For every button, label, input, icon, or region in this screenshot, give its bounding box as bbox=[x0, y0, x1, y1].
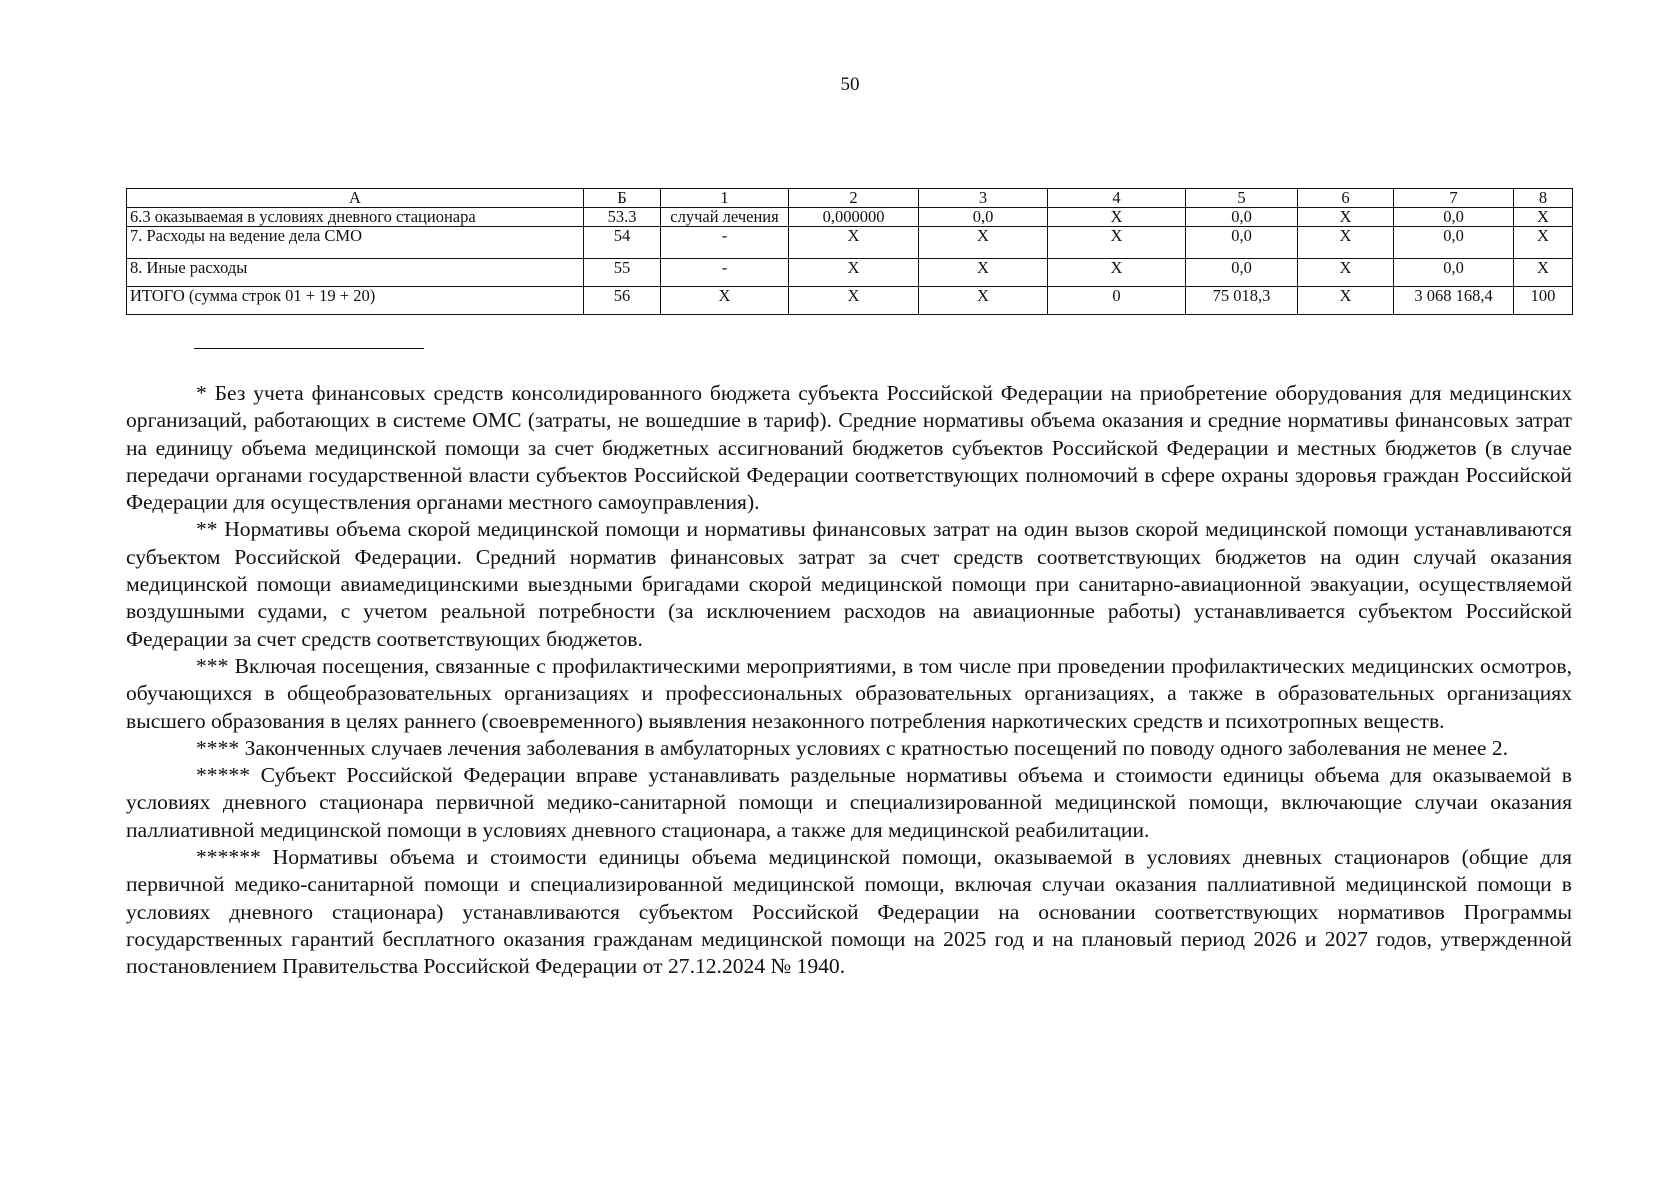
header-cell: 1 bbox=[661, 189, 789, 208]
table-cell: 100 bbox=[1514, 287, 1573, 315]
footnote-6: ****** Нормативы объема и стоимости единицы объема медицинской помощи, оказываемой в условиях дневных стационаров (общие для первичной медико-санитарной помощи и специализированной медицинской помощи, включая случаи оказания паллиативной медицинской помощи в условиях дневного стационара) устанавливаются субъектом Российской Федерации на основании соответствующих нормативов Программы государственных гарантий бесплатного оказания гражданам медицинской помощи на 2025 год и на плановый период 2026 и 2027 годов, утвержденной постановлением Правительства Российской Федерации от 27.12.2024 № 1940. bbox=[126, 845, 1572, 979]
table-cell: - bbox=[661, 259, 789, 287]
header-cell: 8 bbox=[1514, 189, 1573, 208]
table-cell: 56 bbox=[584, 287, 661, 315]
footnote-5: ***** Субъект Российской Федерации вправе устанавливать раздельные нормативы объема и стоимости единицы объема для оказываемой в условиях дневного стационара первичной медико-санитарной помощи и специализированной медицинской помощи, включающие случаи оказания паллиативной медицинской помощи в условиях дневного стационара, а также для медицинской реабилитации. bbox=[126, 763, 1572, 842]
table-cell: 0,0 bbox=[919, 208, 1048, 227]
footnotes bbox=[126, 380, 1572, 981]
table-cell: X bbox=[1298, 208, 1394, 227]
page-number: 50 bbox=[840, 74, 860, 95]
table-cell: X bbox=[789, 287, 919, 315]
table-cell: X bbox=[789, 259, 919, 287]
table-cell: X bbox=[919, 227, 1048, 259]
header-cell: Б bbox=[584, 189, 661, 208]
table-cell: 53.3 bbox=[584, 208, 661, 227]
header-cell: 5 bbox=[1186, 189, 1298, 208]
row-label-cell: 6.3 оказываемая в условиях дневного стационара bbox=[127, 208, 584, 227]
norms-table bbox=[126, 188, 1573, 315]
table-cell: 0,0 bbox=[1394, 227, 1514, 259]
table-cell: 0,0 bbox=[1394, 259, 1514, 287]
table-cell: X bbox=[789, 227, 919, 259]
table-row bbox=[127, 227, 1573, 259]
table-cell: X bbox=[919, 287, 1048, 315]
table-cell: 0,0 bbox=[1186, 208, 1298, 227]
row-label-cell: 8. Иные расходы bbox=[127, 259, 584, 287]
table-cell: 0,000000 bbox=[789, 208, 919, 227]
table-cell: X bbox=[1048, 227, 1186, 259]
table-cell: - bbox=[661, 227, 789, 259]
footnote-2: ** Нормативы объема скорой медицинской помощи и нормативы финансовых затрат на один вызов скорой медицинской помощи устанавливаются субъектом Российской Федерации. Средний норматив финансовых затрат за счет средств соответствующих бюджетов на один случай оказания медицинской помощи авиамедицинскими выездными бригадами скорой медицинской помощи при санитарно-авиационной эвакуации, осуществляемой воздушными судами, с учетом реальной потребности (за исключением расходов на авиационные работы) устанавливается субъектом Российской Федерации за счет средств соответствующих бюджетов. bbox=[126, 517, 1572, 651]
header-cell: 3 bbox=[919, 189, 1048, 208]
table-cell: 0,0 bbox=[1186, 227, 1298, 259]
table-cell: X bbox=[1048, 259, 1186, 287]
footnote-4: **** Законченных случаев лечения заболевания в амбулаторных условиях с кратностью посещений по поводу одного заболевания не менее 2. bbox=[196, 735, 1509, 760]
table-cell: 0 bbox=[1048, 287, 1186, 315]
footnote-separator bbox=[194, 348, 424, 349]
table-cell: 0,0 bbox=[1394, 208, 1514, 227]
table-header-row bbox=[127, 189, 1573, 208]
table-cell: 3 068 168,4 bbox=[1394, 287, 1514, 315]
table-row-total bbox=[127, 287, 1573, 315]
header-cell: А bbox=[127, 189, 584, 208]
header-cell: 6 bbox=[1298, 189, 1394, 208]
table-row bbox=[127, 208, 1573, 227]
table-cell: X bbox=[1298, 227, 1394, 259]
row-label-cell: 7. Расходы на ведение дела СМО bbox=[127, 227, 584, 259]
table-cell: X bbox=[1298, 287, 1394, 315]
header-cell: 4 bbox=[1048, 189, 1186, 208]
table-cell: X bbox=[1514, 227, 1573, 259]
table-cell: X bbox=[1514, 208, 1573, 227]
footnote-1: * Без учета финансовых средств консолидированного бюджета субъекта Российской Федерации на приобретение оборудования для медицинских организаций, работающих в системе ОМС (затраты, не вошедшие в тариф). Средние нормативы объема оказания и средние нормативы финансовых затрат на единицу объема медицинской помощи за счет бюджетных ассигнований бюджетов субъектов Российской Федерации и местных бюджетов (в случае передачи органами государственной власти субъектов Российской Федерации соответствующих полномочий в сфере охраны здоровья граждан Российской Федерации для осуществления органами местного самоуправления). bbox=[126, 381, 1572, 515]
table-cell: 55 bbox=[584, 259, 661, 287]
table-cell: X bbox=[1298, 259, 1394, 287]
header-cell: 7 bbox=[1394, 189, 1514, 208]
table-cell: 0,0 bbox=[1186, 259, 1298, 287]
header-cell: 2 bbox=[789, 189, 919, 208]
table-cell: 75 018,3 bbox=[1186, 287, 1298, 315]
row-label-cell: ИТОГО (сумма строк 01 + 19 + 20) bbox=[127, 287, 584, 315]
table-cell: случай лечения bbox=[661, 208, 789, 227]
table-cell: X bbox=[1048, 208, 1186, 227]
footnote-3: *** Включая посещения, связанные с профилактическими мероприятиями, в том числе при проведении профилактических медицинских осмотров, обучающихся в общеобразовательных организациях и профессиональных образовательных организациях, а также в образовательных организациях высшего образования в целях раннего (своевременного) выявления незаконного потребления наркотических средств и психотропных веществ. bbox=[126, 653, 1572, 733]
table-cell: X bbox=[661, 287, 789, 315]
table-cell: X bbox=[1514, 259, 1573, 287]
table-cell: 54 bbox=[584, 227, 661, 259]
table-row bbox=[127, 259, 1573, 287]
table-cell: X bbox=[919, 259, 1048, 287]
